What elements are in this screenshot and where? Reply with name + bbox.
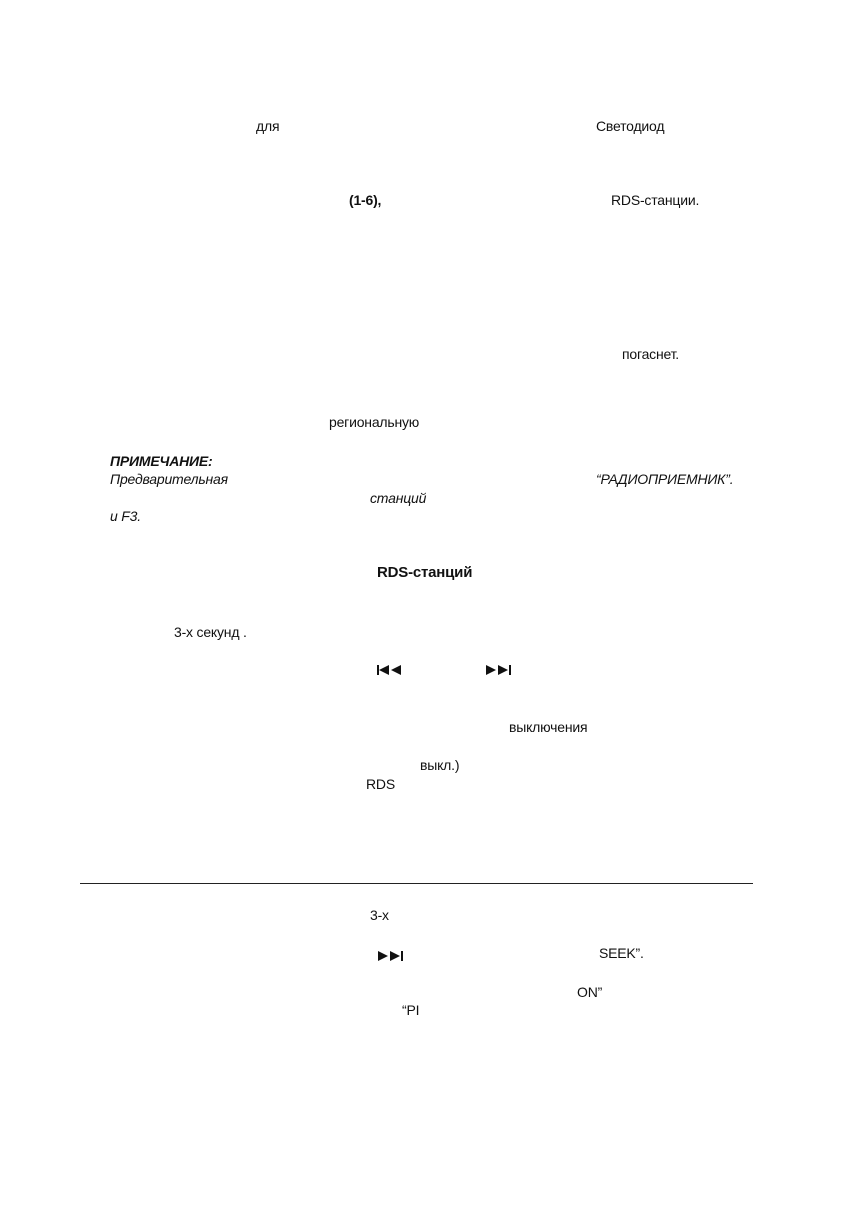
text-svetodiod: Светодиод (596, 118, 665, 134)
text-predvaritelnaya: Предварительная (110, 471, 228, 487)
text-three-seconds: 3-х секунд . (174, 624, 247, 640)
skip-forward-icon (486, 663, 512, 675)
horizontal-divider (80, 883, 753, 884)
text-pi: “PI (402, 1002, 420, 1018)
text-three-x: 3-х (370, 907, 389, 923)
skip-forward-icon (378, 949, 404, 961)
text-i-f3: и F3. (110, 508, 141, 524)
text-vyklyucheniya: выключения (509, 719, 588, 735)
text-regionalnuyu: региональную (329, 414, 420, 430)
note-heading: ПРИМЕЧАНИЕ: (110, 453, 213, 469)
text-rds-stations: RDS-станции. (611, 192, 700, 208)
text-pogasnet: погаснет. (622, 346, 679, 362)
skip-back-icon (377, 663, 403, 675)
text-stantsiy: станций (370, 490, 427, 506)
text-rds: RDS (366, 776, 395, 792)
section-heading-rds-stantsiy: RDS-станций (377, 564, 473, 581)
text-on: ON” (577, 984, 603, 1000)
text-radiopriemnik: “РАДИОПРИЕМНИК”. (596, 471, 734, 487)
text-vykl: выкл.) (420, 757, 460, 773)
text-seek: SEEK”. (599, 945, 644, 961)
text-presets: (1-6), (349, 192, 382, 208)
text-dlya: для (256, 118, 280, 134)
